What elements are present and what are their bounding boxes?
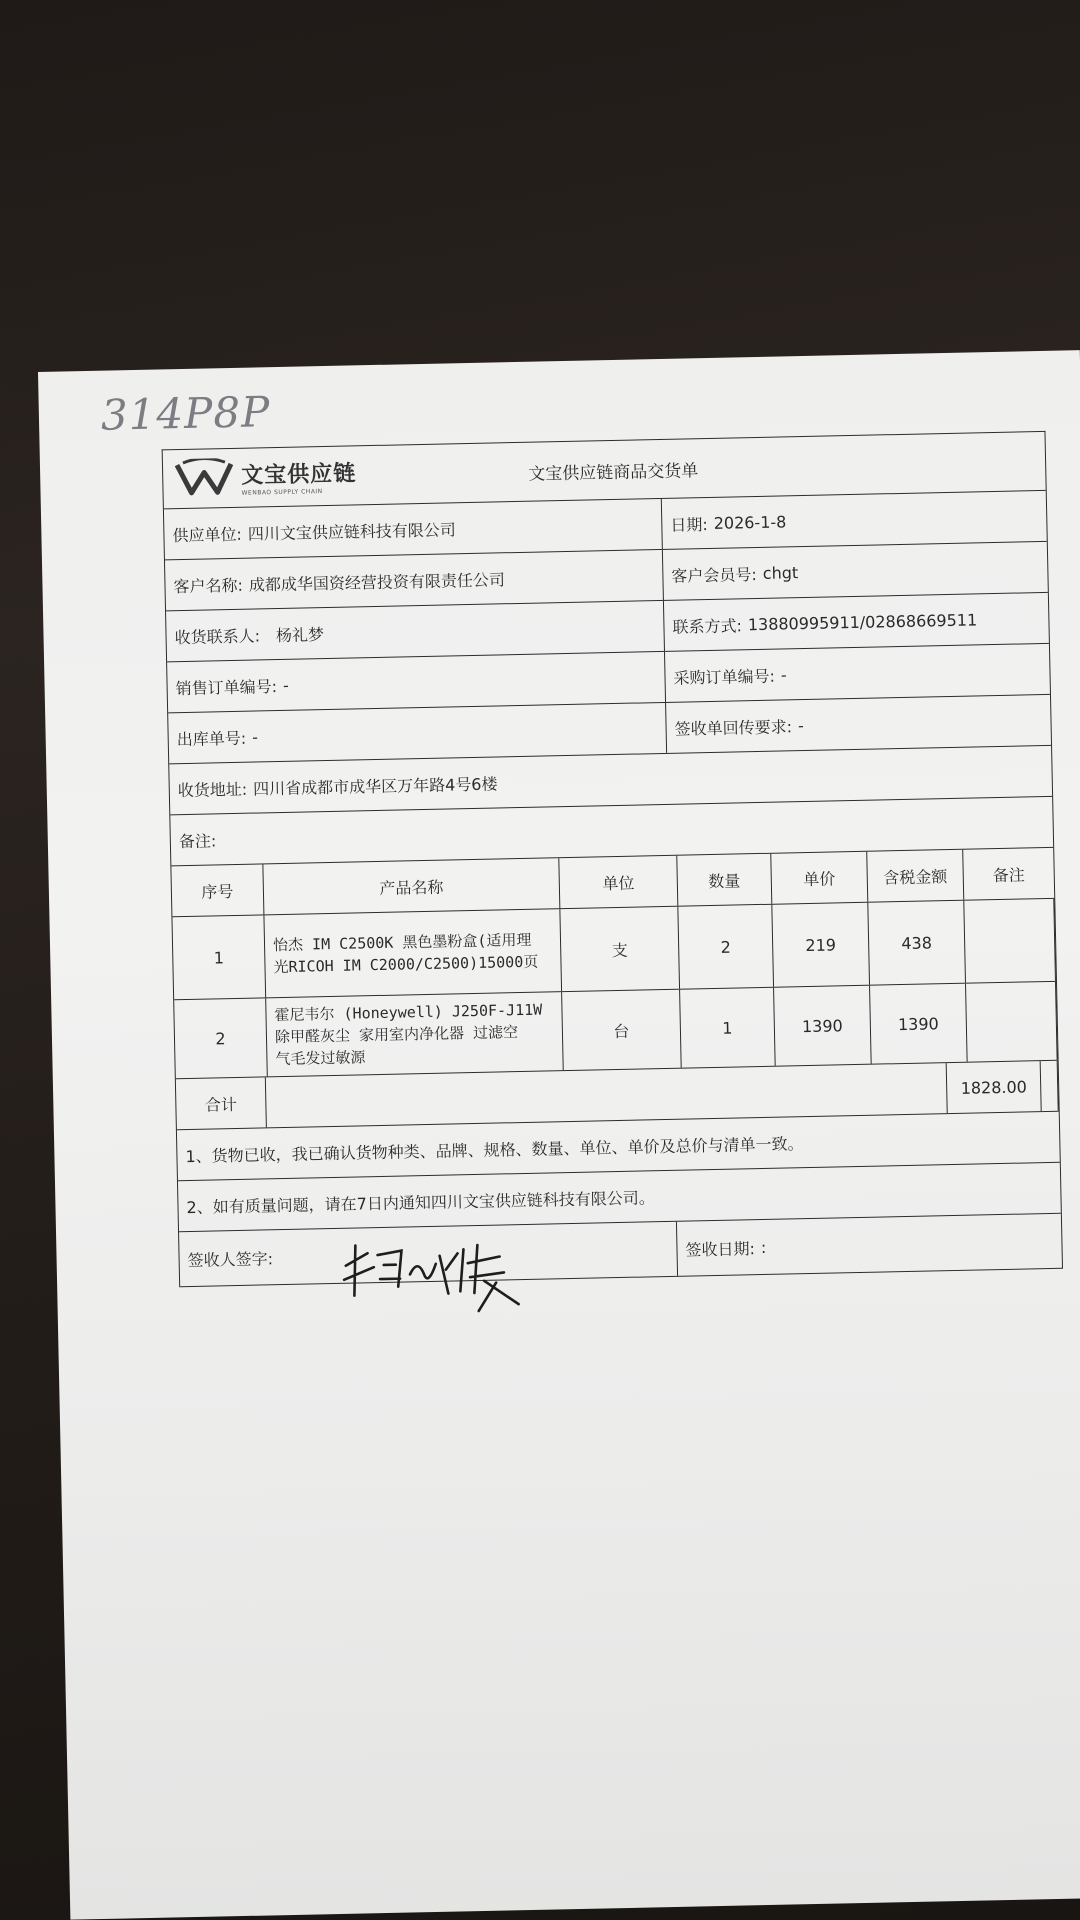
member-value: chgt <box>762 562 799 583</box>
handwritten-note: 314P8P <box>100 387 271 440</box>
customer-label: 客户名称: <box>173 575 244 596</box>
outbound-label: 出库单号: <box>176 728 247 749</box>
logo-subtext: WENBAO SUPPLY CHAIN <box>241 488 323 497</box>
outbound-value: - <box>251 726 259 747</box>
sign-date-value: : <box>760 1237 767 1257</box>
col-header-name: 产品名称 <box>263 858 560 914</box>
phone-label: 联系方式: <box>672 615 743 637</box>
contact-value: 杨礼梦 <box>275 624 325 645</box>
remark-label: 备注: <box>178 830 217 851</box>
row-unit: 支 <box>560 907 680 991</box>
supplier-label: 供应单位: <box>172 524 243 545</box>
paper-sheet <box>38 350 1080 1919</box>
receipt-req-value: - <box>797 715 804 735</box>
delivery-form <box>162 431 1063 1287</box>
handwritten-signature <box>327 1232 529 1316</box>
customer-value: 成都成华国资经营投资有限责任公司 <box>248 569 506 595</box>
phone-value: 13880995911/02868669511 <box>747 609 978 634</box>
row-remark <box>966 982 1058 1062</box>
row-qty: 1 <box>680 988 776 1068</box>
sales-order-value: - <box>282 675 289 695</box>
row-product-name: 怡杰 IM C2500K 黑色墨粉盒(适用理 光RICOH IM C2000/C2500)15000页 <box>272 930 539 977</box>
col-header-amount: 含税金额 <box>867 850 964 902</box>
address-value: 四川省成都市成华区万年路4号6楼 <box>252 773 498 799</box>
member-label: 客户会员号: <box>671 564 757 586</box>
col-header-qty: 数量 <box>677 854 772 906</box>
total-label: 合计 <box>176 1077 267 1129</box>
total-remark <box>1041 1061 1059 1111</box>
row-unit: 台 <box>562 990 682 1070</box>
row-amount: 1390 <box>870 984 968 1064</box>
logo <box>163 445 414 508</box>
row-no: 2 <box>174 998 268 1078</box>
sign-date-label: 签收日期: <box>685 1238 756 1260</box>
row-no: 1 <box>172 915 266 999</box>
row-qty: 2 <box>678 905 774 989</box>
contact-label: 收货联系人: <box>174 625 261 647</box>
logo-mark-icon <box>173 458 236 499</box>
date-value: 2026-1-8 <box>713 511 787 533</box>
col-header-unit: 单位 <box>559 856 678 908</box>
col-header-remark: 备注 <box>992 864 1025 885</box>
receipt-req-label: 签收单回传要求: <box>674 716 793 739</box>
purchase-order-value: - <box>780 664 787 685</box>
sales-order-label: 销售订单编号: <box>175 676 278 698</box>
note-1: 1、货物已收，我已确认货物种类、品牌、规格、数量、单位、单价及总价与清单一致。 <box>185 1133 804 1166</box>
logo-text: 文宝供应链 <box>240 461 357 489</box>
date-label: 日期: <box>670 514 708 535</box>
note-2: 2、如有质量问题，请在7日内通知四川文宝供应链科技有限公司。 <box>186 1187 655 1217</box>
row-price: 1390 <box>774 986 872 1066</box>
address-label: 收货地址: <box>177 779 248 800</box>
row-amount: 438 <box>868 901 966 985</box>
purchase-order-label: 采购订单编号: <box>673 666 776 688</box>
row-product-name: 霍尼韦尔 (Honeywell) J250F-J11W 除甲醛灰尘 家用室内净化器 过滤空 气毛发过敏源 <box>274 1000 543 1069</box>
row-remark <box>964 899 1056 983</box>
col-header-no: 序号 <box>171 864 264 916</box>
supplier-value: 四川文宝供应链科技有限公司 <box>247 519 457 544</box>
col-header-price: 单价 <box>771 852 868 904</box>
row-price: 219 <box>772 903 870 987</box>
signer-label: 签收人签字: <box>187 1248 274 1270</box>
form-title: 文宝供应链商品交货单 <box>528 460 699 485</box>
total-amount: 1828.00 <box>947 1061 1042 1113</box>
